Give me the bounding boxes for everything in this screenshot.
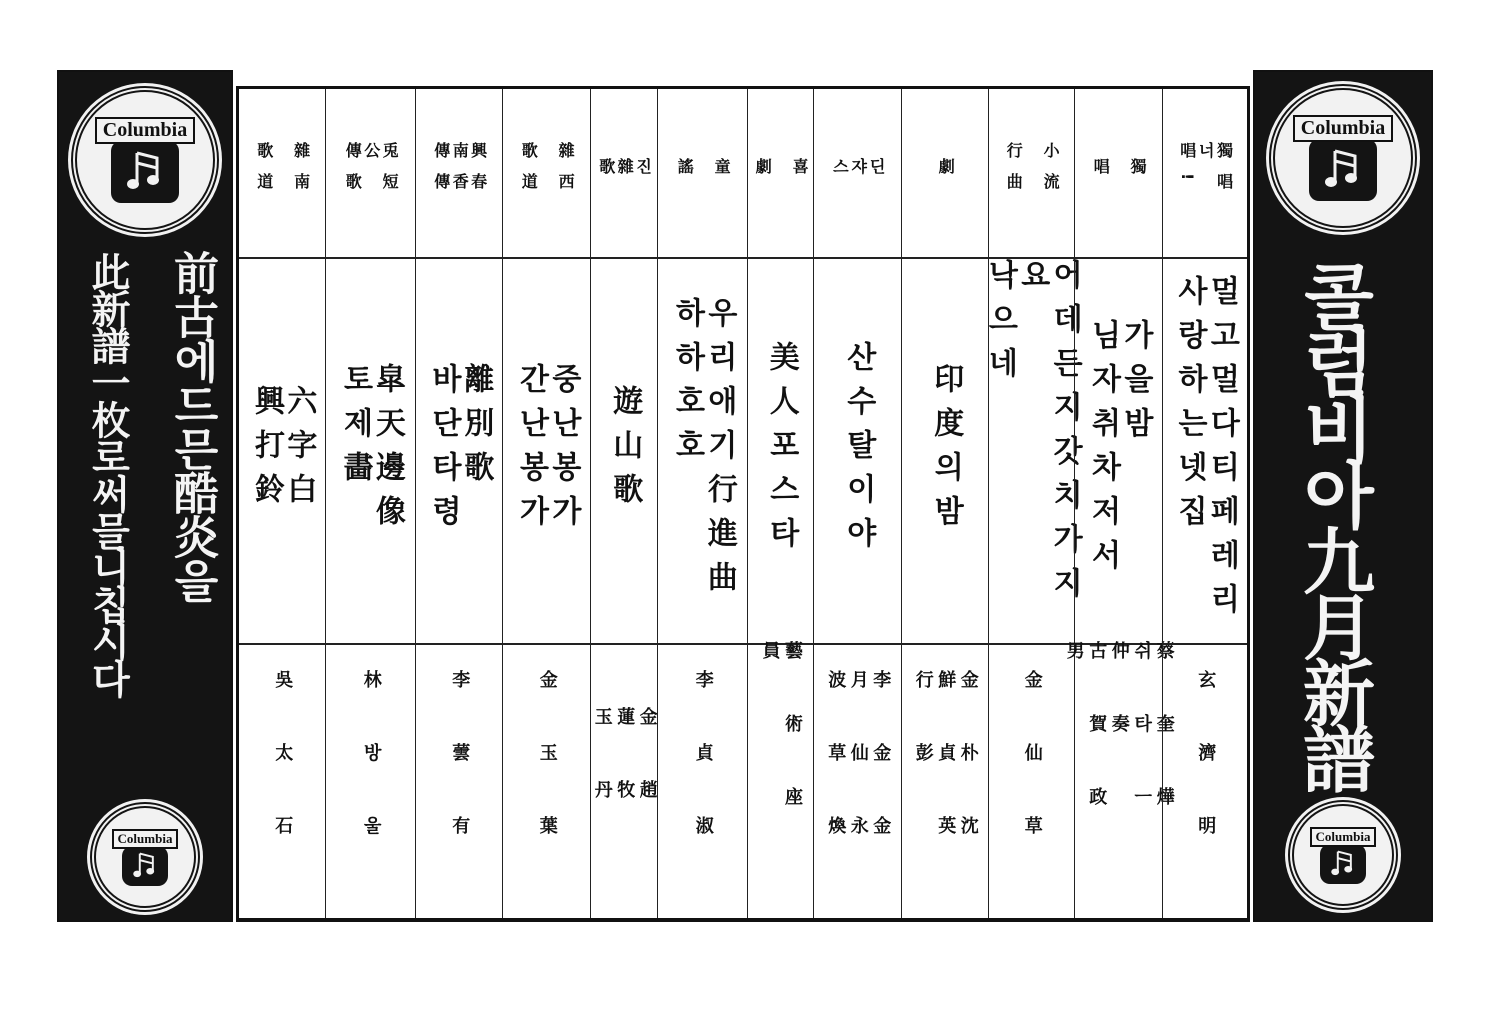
title-cell [326,257,415,645]
record-column [502,89,590,918]
left-sidebar [57,70,233,922]
record-column [239,89,325,918]
artist-name: 金玉葉 [536,670,558,889]
record-column [813,89,901,918]
song-title: 遊山歌 [607,385,643,517]
artist-cell [1063,641,1175,918]
genre-cell [658,89,747,257]
artist-name: 藝術座員 [759,641,803,860]
title-cell [1163,257,1247,645]
genre-cell [239,89,325,257]
record-column [415,89,502,918]
song-title: 중난봉가 간난봉가 [513,363,581,539]
genre-label: 兎短 公 傳歌 [343,142,400,204]
artist-name: 林방울 [360,670,382,889]
slogan-line-2: 此新譜一枚로써믈니칩시다 [85,252,130,696]
artist-cell [814,641,901,918]
artist-name: 金趙 蓮牧 玉丹 [591,706,658,853]
music-note-icon [111,141,179,203]
headline: 콜럼비아九月新譜 [1291,260,1375,788]
genre-cell [591,89,657,257]
record-column [590,89,657,918]
record-listing-table [236,86,1250,922]
song-title: 離別歌 바단타령 [426,363,494,539]
genre-cell [1163,89,1247,257]
genre-label: 딘 쟈 스 [830,157,887,189]
artist-cell [239,641,325,918]
artist-cell [591,641,657,918]
genre-cell [416,89,502,257]
song-title: 멀고멀다티페레리 사랑하는넷집 [1172,275,1240,627]
artist-cell [416,641,502,918]
title-cell [748,257,813,645]
title-cell [902,257,988,645]
song-title: 산수탈이야 [840,341,876,561]
title-cell [591,257,657,645]
music-note-icon [1320,844,1366,884]
song-title: 美人포스타 [763,341,799,561]
genre-cell [326,89,415,257]
record-column [982,89,1083,918]
song-title: 우리애기行進曲 하하호호 [669,297,737,605]
artist-name: 金仙草 [1021,670,1043,889]
song-title: 가을밤 님자취차저서 [1085,319,1153,583]
artist-name: 李貞淑 [692,670,714,889]
artist-cell [503,641,590,918]
columbia-logo-top-right [1269,84,1417,232]
genre-label: 喜 劇 [753,157,810,189]
record-column [901,89,988,918]
genre-label: 진 雜 歌 [596,157,653,189]
genre-label: 雜南 歌道 [254,142,311,204]
song-title: 六字白 興打鈴 [249,385,317,517]
right-sidebar [1253,70,1433,922]
genre-label: 小流 行曲 [1004,142,1061,204]
genre-label: 獨唱 너 唱! [1177,142,1234,204]
title-cell [503,257,590,645]
genre-cell [989,89,1074,257]
record-column [325,89,415,918]
artist-name: 蔡奎燁 쉬타ㅡ仲奏 古賀政男 [1063,641,1175,860]
artist-cell [658,641,747,918]
title-cell [814,257,901,645]
logo-text: Columbia [1310,827,1377,847]
artist-name: 吳太石 [272,670,294,889]
artist-cell [989,641,1074,918]
artist-name: 李蕓有 [449,670,471,889]
artist-name: 玄濟明 [1195,670,1217,889]
genre-cell [814,89,901,257]
record-column [747,89,813,918]
artist-name: 金朴沈 鮮貞英 行彭 [912,670,979,889]
song-title: 印度의밤 [928,363,964,539]
artist-cell [1163,641,1247,918]
logo-text: Columbia [112,829,179,849]
record-column [1162,89,1247,918]
genre-cell [748,89,813,257]
title-cell [1075,257,1162,645]
music-note-icon [122,846,168,886]
genre-label: 興春 南香 傳傳 [431,142,488,204]
genre-cell [503,89,590,257]
music-note-icon [1309,139,1377,201]
title-cell [658,257,747,645]
song-title: 어데든지갓치가지요 낙으네 [982,259,1083,611]
genre-label: 童 謠 [675,157,732,189]
artist-cell [326,641,415,918]
columbia-logo-top-left [71,86,219,234]
artist-name: 李金金 月仙永 波草煥 [825,670,892,889]
logo-text: Columbia [95,117,195,144]
genre-label: 雜西 歌道 [519,142,576,204]
columbia-logo-bottom-right [1288,800,1398,910]
song-title: 皐天邊像 토제畵 [337,363,405,539]
logo-text: Columbia [1293,115,1393,142]
record-column [1063,89,1175,918]
slogan-line-1: 前古에드믄酷炎을 [166,250,219,602]
title-cell [239,257,325,645]
genre-cell [1075,89,1162,257]
record-column [657,89,747,918]
title-cell [982,257,1083,645]
title-cell [416,257,502,645]
genre-cell [902,89,988,257]
columbia-logo-bottom-left [90,802,200,912]
artist-cell [902,641,988,918]
artist-cell [748,641,813,918]
genre-label: 劇 [936,157,956,189]
genre-label: 獨 唱 [1091,157,1148,189]
